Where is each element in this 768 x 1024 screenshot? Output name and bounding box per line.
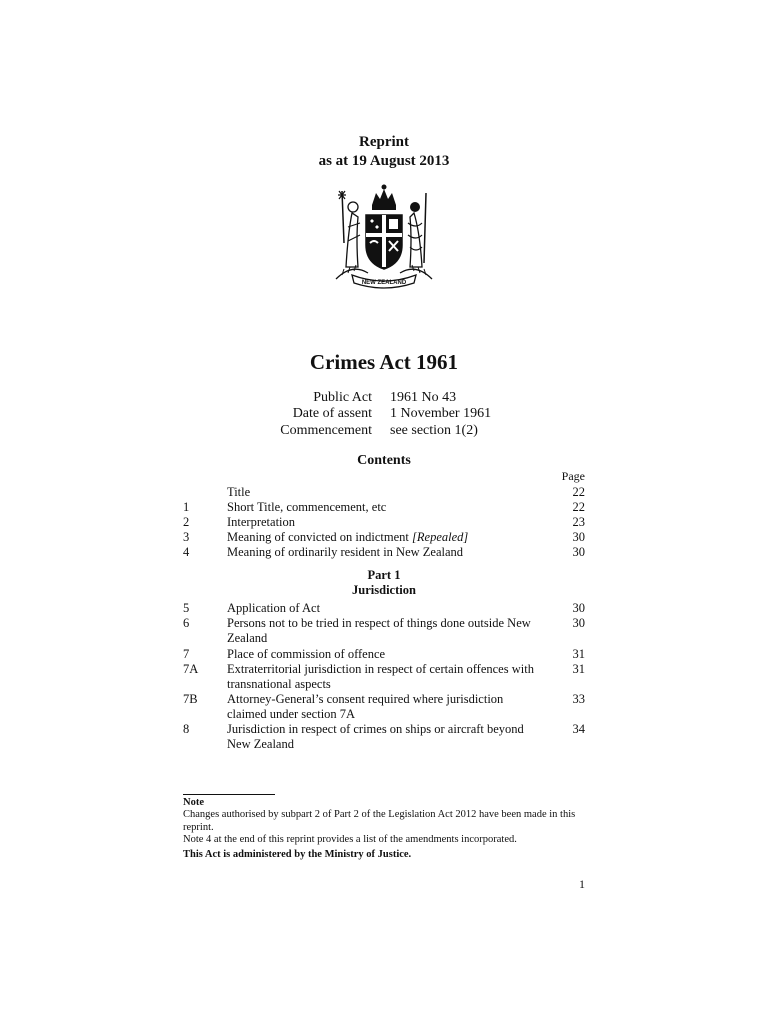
- toc-num: 2: [183, 515, 190, 529]
- toc-item-3[interactable]: [183, 530, 585, 545]
- part-1-label: Part 1: [367, 568, 401, 582]
- toc-item-7a[interactable]: [183, 662, 585, 692]
- toc-item-7[interactable]: [183, 647, 585, 662]
- note-line-1: Changes authorised by subpart 2 of Part 2 of the Legislation Act 2012 have been made in this reprint.: [183, 809, 576, 833]
- meta-label: Public Act: [313, 390, 372, 405]
- toc-text-main: Meaning of convicted on indictment: [227, 530, 413, 544]
- toc-num: 1: [183, 500, 190, 514]
- toc-page: 23: [572, 515, 585, 529]
- page-number: 1: [579, 877, 585, 891]
- toc-page: 31: [572, 662, 585, 676]
- toc-item-6[interactable]: [183, 616, 585, 646]
- toc-text: Persons not to be tried in respect of things done outside New Zealand: [227, 616, 531, 645]
- toc-text: Extraterritorial jurisdiction in respect of certain offences with transnational aspects: [227, 662, 534, 691]
- toc-item-7b[interactable]: [183, 692, 585, 722]
- toc-num: 7: [183, 647, 190, 661]
- toc-text: Jurisdiction in respect of crimes on ships or aircraft beyond New Zealand: [227, 722, 524, 751]
- toc-page: 34: [572, 722, 585, 736]
- crest-banner-text: NEW ZEALAND: [361, 280, 407, 286]
- toc-item-1[interactable]: [183, 500, 585, 515]
- toc-num: 4: [183, 545, 190, 559]
- toc-page: 30: [572, 545, 585, 559]
- toc-item-4[interactable]: [183, 545, 585, 560]
- toc-page: 30: [572, 616, 585, 630]
- toc-num: 7B: [183, 692, 198, 706]
- reprint-label: Reprint: [359, 134, 409, 150]
- toc-text: Attorney-General’s consent required where jurisdiction claimed under section 7A: [227, 692, 504, 721]
- repealed-tag: [Repealed]: [412, 530, 469, 544]
- toc-page: 30: [572, 601, 585, 615]
- toc-num: 8: [183, 722, 190, 736]
- contents-heading: Contents: [357, 453, 411, 468]
- coat-of-arms-icon: [322, 183, 446, 293]
- footnote-divider: [183, 794, 275, 795]
- toc-page: 33: [572, 692, 585, 706]
- toc-num: 5: [183, 601, 190, 615]
- toc-text: [227, 530, 539, 545]
- toc-page: 30: [572, 530, 585, 544]
- toc-item-title[interactable]: [183, 485, 585, 500]
- note-line-2: Note 4 at the end of this reprint provides a list of the amendments incorporated.: [183, 834, 517, 845]
- reprint-heading: [0, 133, 768, 171]
- toc-num: 3: [183, 530, 190, 544]
- meta-value: 1961 No 43: [390, 390, 457, 405]
- toc-item-5[interactable]: [183, 601, 585, 616]
- page-column-header: Page: [561, 469, 585, 483]
- note-heading: Note: [183, 797, 204, 808]
- meta-value: 1 November 1961: [390, 406, 492, 421]
- act-title: Crimes Act 1961: [309, 350, 459, 374]
- toc-page: 22: [572, 500, 585, 514]
- reprint-date: as at 19 August 2013: [318, 153, 450, 169]
- toc-item-2[interactable]: [183, 515, 585, 530]
- toc-text: Interpretation: [227, 515, 296, 529]
- toc-text: Title: [227, 485, 251, 499]
- toc-text: Meaning of ordinarily resident in New Zealand: [227, 545, 464, 559]
- toc-page: 22: [572, 485, 585, 499]
- note-line-3: This Act is administered by the Ministry of Justice.: [183, 849, 412, 860]
- meta-label: Commencement: [280, 423, 372, 438]
- meta-label: Date of assent: [292, 406, 372, 421]
- toc-num: 6: [183, 616, 190, 630]
- toc-text: Short Title, commencement, etc: [227, 500, 387, 514]
- toc-num: 7A: [183, 662, 199, 676]
- toc-page: 31: [572, 647, 585, 661]
- toc-text: Place of commission of offence: [227, 647, 386, 661]
- toc-item-8[interactable]: [183, 722, 585, 752]
- toc-text: Application of Act: [227, 601, 321, 615]
- part-1-title: Jurisdiction: [352, 583, 416, 597]
- meta-value: see section 1(2): [390, 423, 478, 438]
